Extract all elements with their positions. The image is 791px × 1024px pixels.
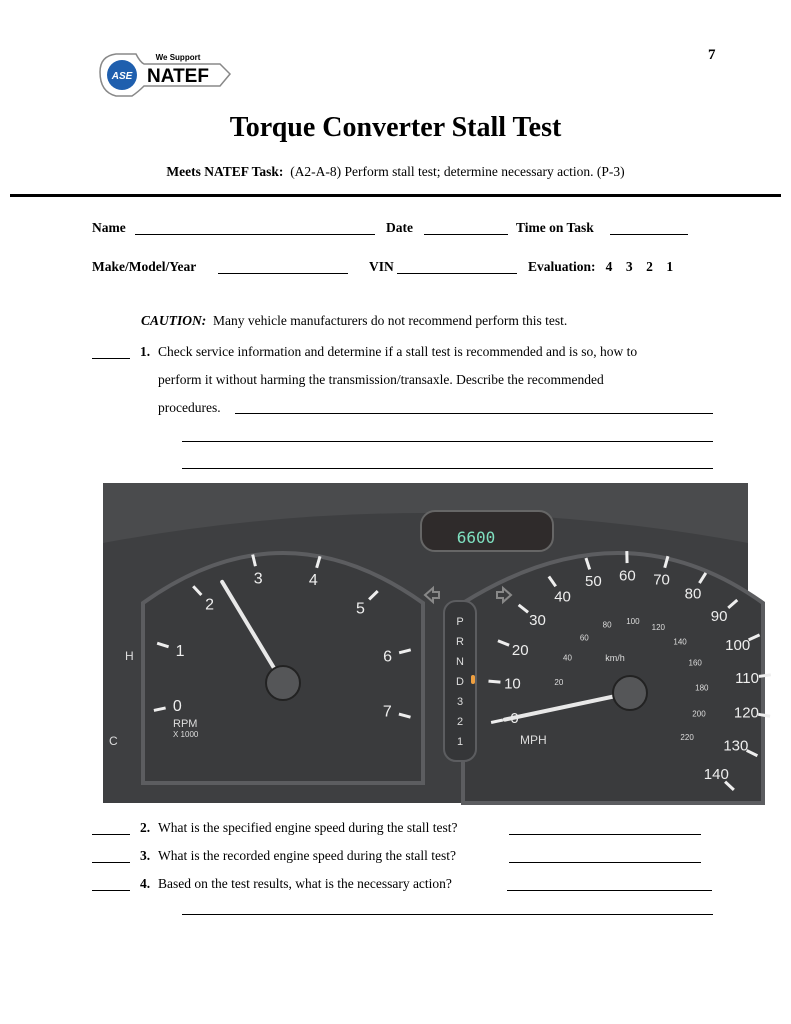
kmh-label: 100: [626, 617, 640, 627]
speedo-major-tick: [759, 675, 771, 677]
name-field[interactable]: [135, 234, 375, 235]
kmh-label: 80: [602, 620, 612, 630]
rpm-label: RPM: [173, 718, 198, 730]
q1-answer-line[interactable]: [235, 413, 713, 414]
gear-label: 1: [456, 736, 464, 748]
evaluation-score-4[interactable]: 4: [605, 259, 613, 274]
svg-text:ASE: ASE: [111, 71, 133, 82]
speedo-label: 120: [733, 704, 759, 722]
q4-number: 4.: [140, 876, 151, 891]
name-label: Name: [92, 220, 126, 235]
page-number: 7: [708, 47, 716, 63]
caution-text: Many vehicle manufacturers do not recommend perform this test.: [213, 313, 568, 328]
gear-label: N: [456, 656, 464, 668]
natef-logo: [92, 42, 232, 104]
speedo-label: 90: [710, 608, 728, 626]
kmh-label: 180: [695, 683, 709, 693]
header-divider: [10, 194, 781, 197]
tach-label: 0: [172, 698, 182, 716]
task-label: Meets NATEF Task:: [166, 164, 284, 179]
q1-text-line: procedures.: [158, 400, 221, 415]
q1-answer-line[interactable]: [182, 468, 713, 469]
q2-number: 2.: [140, 820, 151, 835]
speedo-label: 140: [703, 765, 729, 783]
q1-number: 1.: [140, 344, 151, 359]
kmh-label: 120: [651, 622, 666, 632]
kmh-label: 20: [554, 677, 564, 687]
q2-score-blank[interactable]: [92, 834, 130, 835]
speedo-label: 70: [653, 571, 670, 589]
speedo-label: 60: [619, 567, 636, 585]
evaluation-score-1[interactable]: 1: [666, 259, 674, 274]
gear-label: P: [456, 616, 464, 628]
temp-cold-label: C: [109, 734, 118, 748]
kmh-label: km/h: [605, 653, 625, 663]
kmh-label: 220: [680, 732, 694, 742]
tach-label: 4: [308, 572, 318, 590]
speedo-label: 130: [723, 737, 749, 755]
evaluation: [528, 259, 673, 275]
tach-label: 6: [383, 648, 392, 666]
q2-text: What is the specified engine speed during the stall test?: [158, 820, 458, 835]
q4-text: Based on the test results, what is the necessary action?: [158, 876, 452, 891]
speedo-major-tick: [488, 681, 500, 682]
tach-label: 5: [356, 600, 365, 618]
tach-hub: [266, 666, 300, 700]
speedo-label: 10: [504, 675, 521, 693]
kmh-label: 60: [579, 633, 589, 643]
q4-score-blank[interactable]: [92, 890, 130, 891]
date-label: Date: [386, 220, 413, 235]
vin-field[interactable]: [397, 273, 517, 274]
caution-label: CAUTION:: [141, 313, 207, 328]
speedo-major-tick: [758, 714, 770, 716]
gear-label: 2: [456, 716, 464, 728]
time-on-task-label: Time on Task: [516, 220, 594, 235]
q3-number: 3.: [140, 848, 151, 863]
date-field[interactable]: [424, 234, 508, 235]
tach-label: 3: [253, 570, 263, 588]
gear-label: 3: [456, 696, 464, 708]
task-text: (A2-A-8) Perform stall test; determine necessary action. (P-3): [290, 164, 625, 179]
speedo-label: 50: [585, 573, 602, 591]
kmh-label: 160: [688, 658, 702, 668]
page-title: Torque Converter Stall Test: [229, 112, 562, 143]
speedo-label: 100: [725, 637, 751, 655]
speedo-label: 40: [554, 588, 571, 606]
q4-answer-line[interactable]: [507, 890, 712, 891]
speedo-hub: [613, 676, 647, 710]
speedo-label: 30: [529, 612, 546, 630]
tach-label: 7: [382, 703, 392, 721]
speedo-label: 20: [511, 641, 529, 659]
q3-score-blank[interactable]: [92, 862, 130, 863]
natef-task: [0, 164, 791, 180]
kmh-label: 40: [563, 653, 572, 663]
make-model-year-field[interactable]: [218, 273, 348, 274]
tach-label: 2: [205, 596, 214, 614]
evaluation-label: Evaluation:: [528, 259, 596, 274]
make-model-year-label: Make/Model/Year: [92, 259, 197, 274]
odometer-display: 6600: [456, 528, 496, 547]
speedo-label: 110: [735, 670, 759, 688]
tach-label: 1: [175, 643, 185, 661]
q1-text-line: Check service information and determine if a stall test is recommended and is so, how to: [158, 344, 638, 359]
time-on-task-field[interactable]: [610, 234, 688, 235]
q3-text: What is the recorded engine speed during the stall test?: [158, 848, 457, 863]
caution-note: [141, 313, 567, 329]
q2-answer-line[interactable]: [509, 834, 701, 835]
kmh-label: 140: [673, 637, 687, 647]
q1-answer-line[interactable]: [182, 441, 713, 442]
gear-label: D: [456, 676, 464, 688]
evaluation-score-3[interactable]: 3: [625, 259, 633, 274]
speedo-label: 80: [684, 585, 702, 603]
rpm-multiplier-label: X 1000: [173, 730, 199, 739]
svg-text:We Support: We Support: [155, 53, 201, 62]
kmh-label: 200: [692, 709, 706, 719]
q3-answer-line[interactable]: [509, 862, 701, 863]
selected-gear-indicator: [471, 675, 475, 684]
gear-label: R: [456, 636, 464, 648]
evaluation-score-2[interactable]: 2: [646, 259, 653, 274]
vin-label: VIN: [369, 259, 394, 274]
temp-hot-label: H: [125, 649, 134, 663]
instrument-cluster-photo: [103, 483, 759, 803]
mph-label: MPH: [520, 733, 547, 747]
q1-score-blank[interactable]: [92, 358, 130, 359]
svg-text:NATEF: NATEF: [147, 66, 209, 87]
q4-answer-line[interactable]: [182, 914, 713, 915]
q1-text-line: perform it without harming the transmission/transaxle. Describe the recommended: [158, 372, 604, 387]
